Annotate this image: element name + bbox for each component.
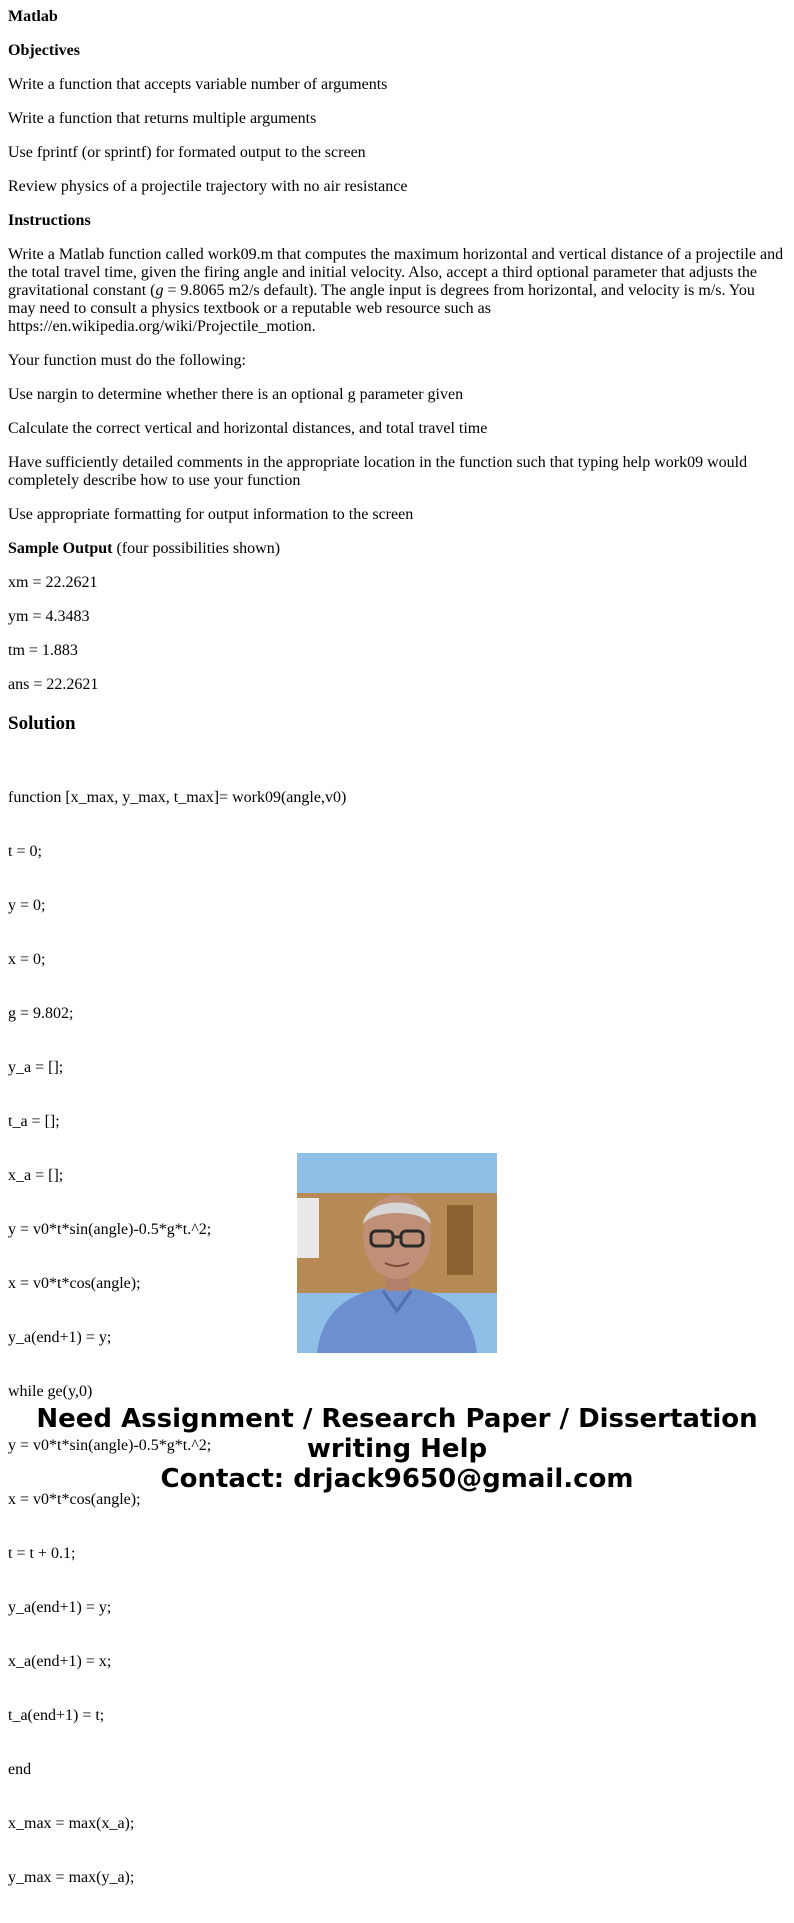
objective-item: Write a function that accepts variable number of arguments (8, 76, 388, 93)
code-line: t = 0; (8, 843, 42, 860)
objective-item: Review physics of a projectile trajectory with no air resistance (8, 178, 408, 195)
code-line: y = 0; (8, 897, 46, 914)
objective-item: Use fprintf (or sprintf) for formated output to the screen (8, 144, 366, 161)
code-line: y_max = max(y_a); (8, 1869, 135, 1886)
requirement-item: Use appropriate formatting for output information to the screen (8, 506, 414, 523)
code-line: t_a(end+1) = t; (8, 1707, 105, 1724)
requirement-item: Calculate the correct vertical and horizontal distances, and total travel time (8, 420, 488, 437)
code-line: t = t + 0.1; (8, 1545, 76, 1562)
sample-output-value: ans = 22.2621 (8, 676, 99, 693)
code-line: x_a = []; (8, 1167, 64, 1184)
code-line: y = v0*t*sin(angle)-0.5*g*t.^2; (8, 1437, 212, 1454)
sample-output-label: Sample Output (8, 540, 113, 557)
contact-banner (0, 1404, 794, 1494)
code-line: x = v0*t*cos(angle); (8, 1491, 141, 1508)
code-line: x_max = max(x_a); (8, 1815, 135, 1832)
code-line: x = v0*t*cos(angle); (8, 1275, 141, 1292)
portrait-illustration (297, 1153, 497, 1353)
requirement-item: Have sufficiently detailed comments in the appropriate location in the function such that typing help work09 would completely describe how to use your function (8, 454, 748, 489)
code-line: function [x_max, y_max, t_max]= work09(angle,v0) (8, 789, 347, 806)
sample-output-value: tm = 1.883 (8, 642, 78, 659)
code-line: y_a(end+1) = y; (8, 1599, 112, 1616)
code-line: g = 9.802; (8, 1005, 74, 1022)
code-line: x = 0; (8, 951, 46, 968)
code-line: y = v0*t*sin(angle)-0.5*g*t.^2; (8, 1221, 212, 1238)
author-photo (297, 1153, 497, 1353)
sample-output-line (8, 540, 786, 558)
banner-line: Need Assignment / Research Paper / Dissertation (36, 1404, 758, 1434)
objective-item: Write a function that returns multiple arguments (8, 110, 317, 127)
requirement-item: Use nargin to determine whether there is an optional g parameter given (8, 386, 464, 403)
solution-heading: Solution (8, 713, 76, 734)
instructions-text-a: Write a Matlab function called work09.m that computes the maximum horizontal and vertical distance of a projectile and the total travel time, given the firing angle and initial velocity. Also, accept a third optional parameter that adjusts the gravitational constant ( (8, 246, 784, 299)
code-line: end (8, 1761, 32, 1778)
sample-output-value: xm = 22.2621 (8, 574, 98, 591)
banner-contact: Contact: drjack9650@gmail.com (160, 1464, 634, 1494)
code-line: while ge(y,0) (8, 1383, 93, 1400)
photo-carving (447, 1205, 473, 1275)
objectives-heading: Objectives (8, 42, 80, 59)
sample-output-value: ym = 4.3483 (8, 608, 90, 625)
photo-window (297, 1198, 319, 1258)
code-line: t_a = []; (8, 1113, 60, 1130)
banner-line: writing Help (306, 1434, 488, 1464)
instructions-text-b: = 9.8065 m2/s default). The angle input is degrees from horizontal, and velocity is m/s. You may need to consult a physics textbook or a reputable web resource such as https://en.wikipedia.org/wiki/Projectile_motion. (8, 282, 755, 335)
instructions-heading: Instructions (8, 212, 91, 229)
code-line: y_a(end+1) = y; (8, 1329, 112, 1346)
code-line: x_a(end+1) = x; (8, 1653, 112, 1670)
code-line: y_a = []; (8, 1059, 64, 1076)
must-do-text: Your function must do the following: (8, 352, 246, 369)
sample-output-note: (four possibilities shown) (112, 540, 281, 557)
g-symbol: g (155, 282, 164, 299)
doc-title: Matlab (8, 8, 58, 25)
instructions-paragraph (8, 246, 786, 336)
